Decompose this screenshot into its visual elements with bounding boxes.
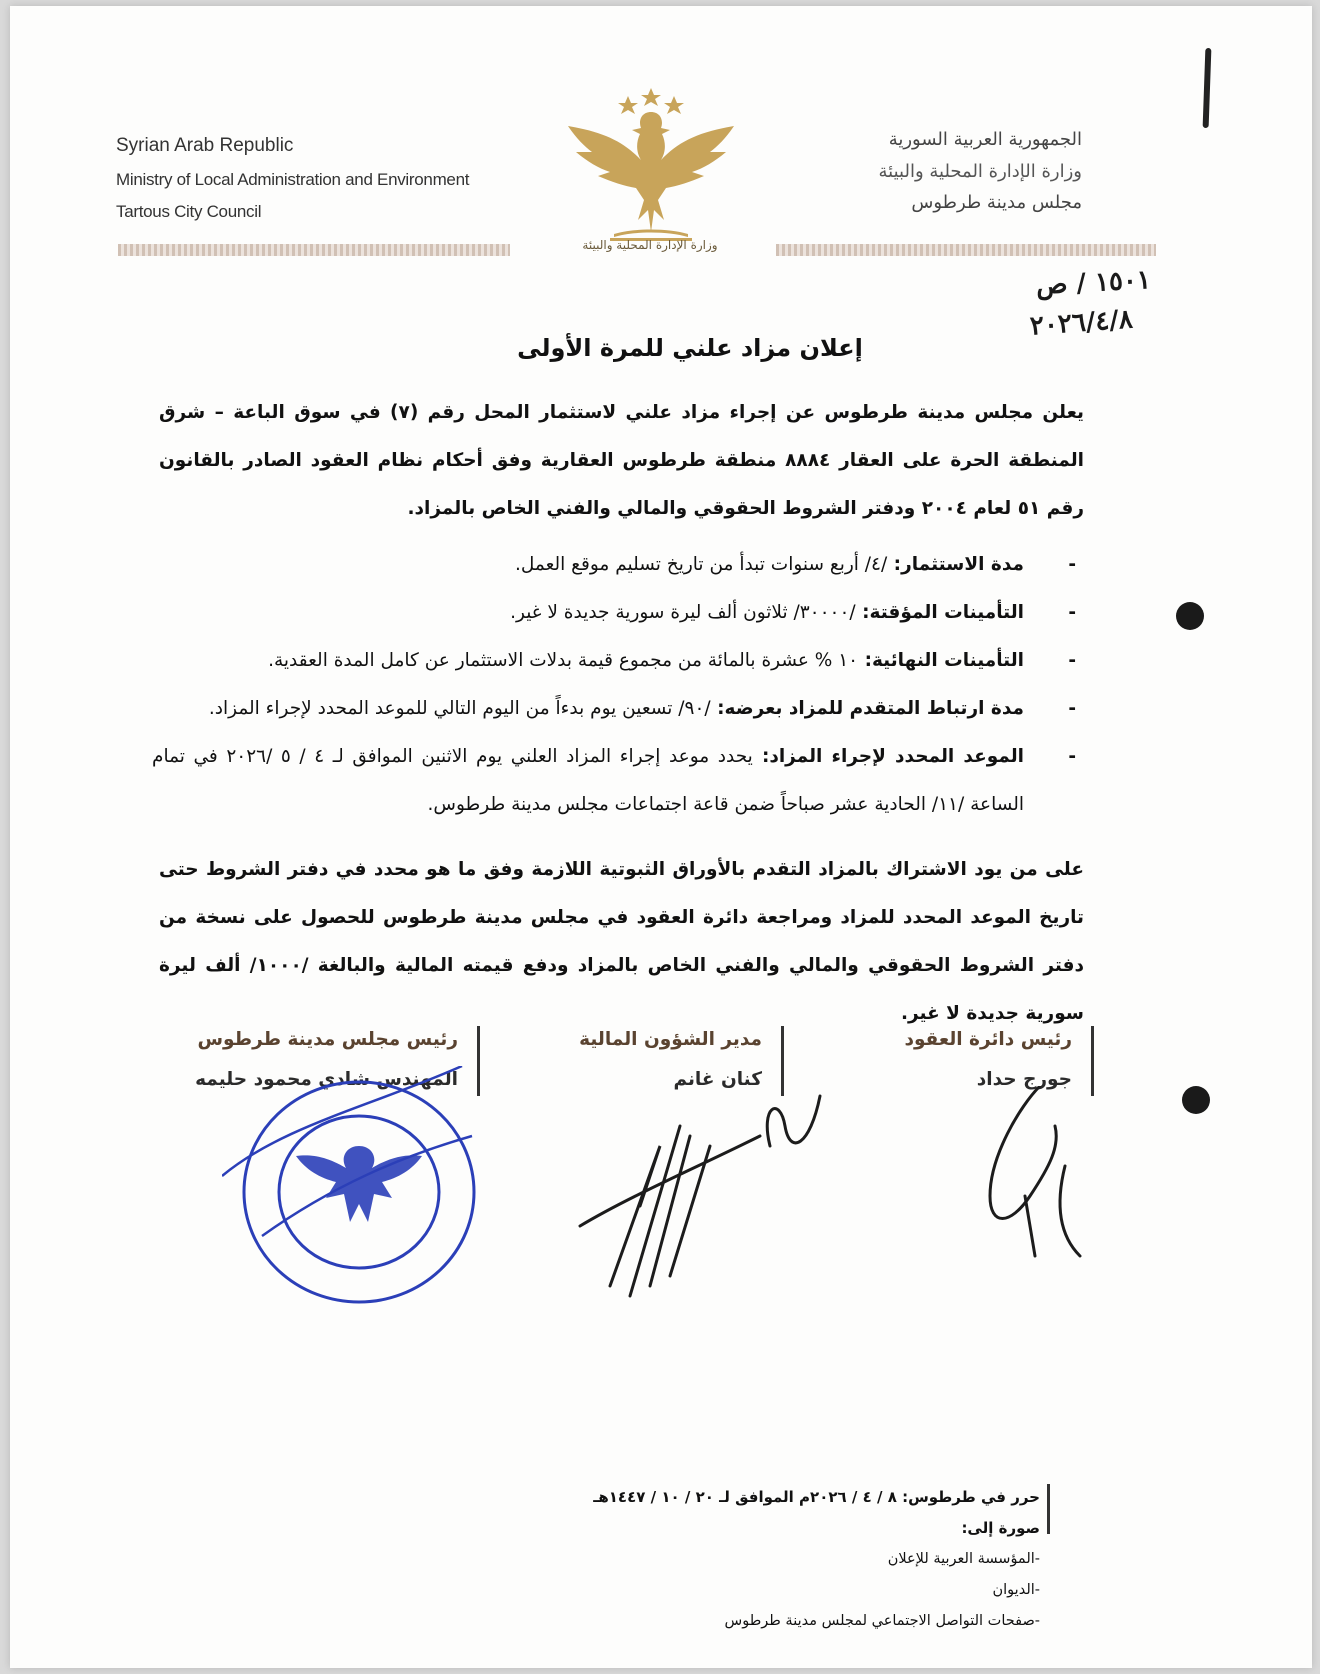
header-rule-left [118, 244, 510, 256]
announcement-title: إعلان مزاد علني للمرة الأولى [517, 334, 863, 362]
term-item [152, 541, 1082, 589]
copy-recipient: -المؤسسة العربية للإعلان [887, 1551, 1040, 1567]
signatory-role: مدير الشؤون المالية [579, 1029, 762, 1050]
term-value: يحدد موعد إجراء المزاد العلني يوم الاثنين الموافق لـ ٤ / ٥ /٢٠٢٦ في تمام الساعة /١١/ الحادية عشر صباحاً ضمن قاعة اجتماعات مجلس مدينة طرطوس. [152, 746, 1024, 815]
term-item [152, 733, 1082, 829]
header-country-ar: الجمهورية العربية السورية [888, 129, 1082, 150]
header-english [116, 128, 469, 229]
footer-divider [1047, 1484, 1050, 1534]
term-item [152, 685, 1082, 733]
official-stamp-icon [222, 1066, 492, 1316]
header-arabic [879, 124, 1082, 219]
term-value: ١٠ % عشرة بالمائة من مجموع قيمة بدلات الاستثمار عن كامل المدة العقدية. [268, 650, 859, 671]
copy-recipient: -الديوان [992, 1582, 1040, 1598]
term-label: مدة الاستثمار: [893, 554, 1024, 575]
binder-hole-icon [1182, 1086, 1210, 1114]
signature-contracts-icon [970, 1086, 1110, 1266]
participation-notice: على من يود الاشتراك بالمزاد التقدم بالأوراق الثبوتية اللازمة وفق ما هو محدد في دفتر الشروط حتى تاريخ الموعد المحدد للمزاد ومراجعة دائرة العقود في مجلس مدينة طرطوس للحصول على نسخة من دفتر الشروط الحقوقي والمالي والفني الخاص بالمزاد ودفع قيمته المالية والبالغة /١٠٠٠/ ألف ليرة سورية جديدة لا غير. [159, 859, 1085, 1024]
announcement-intro [159, 389, 1084, 533]
term-label: مدة ارتباط المتقدم للمزاد بعرضه: [717, 698, 1024, 719]
signatory-name: كنان غانم [673, 1069, 762, 1090]
signatory-role: رئيس دائرة العقود [904, 1029, 1072, 1050]
reference-number: ١٥٠١ / ص [1035, 265, 1152, 301]
term-item [152, 637, 1082, 685]
term-item [152, 589, 1082, 637]
handwritten-page-mark [1203, 48, 1212, 128]
term-value: /٤/ أربع سنوات تبدأ من تاريخ تسليم موقع العمل. [515, 554, 888, 575]
copy-to-label: صورة إلى: [961, 1519, 1040, 1537]
header-ministry-ar: وزارة الإدارة المحلية والبيئة [878, 160, 1082, 182]
signatory-name: المهندس شادي محمود حليمه [195, 1069, 458, 1090]
copy-recipient: -صفحات التواصل الاجتماعي لمجلس مدينة طرطوس [724, 1613, 1040, 1629]
intro-paragraph: يعلن مجلس مدينة طرطوس عن إجراء مزاد علني لاستثمار المحل رقم (٧) في سوق الباعة – شرق المنطقة الحرة على العقار ٨٨٨٤ منطقة طرطوس العقارية وفق أحكام نظام العقود الصادر بالقانون رقم ٥١ لعام ٢٠٠٤ ودفتر الشروط الحقوقي والمالي والفني الخاص بالمزاد. [159, 402, 1084, 519]
header-council-en: Tartous City Council [116, 202, 262, 222]
term-value: /٩٠/ تسعين يوم بدءاً من اليوم التالي للموعد المحدد لإجراء المزاد. [208, 698, 711, 719]
header-council-ar: مجلس مدينة طرطوس [911, 192, 1082, 213]
signature-finance-icon [570, 1086, 850, 1306]
header-ministry-en: Ministry of Local Administration and Environment [116, 170, 470, 190]
term-label: التأمينات النهائية: [864, 650, 1024, 671]
document-page [10, 6, 1312, 1668]
term-label: التأمينات المؤقتة: [862, 602, 1024, 623]
header-country-en: Syrian Arab Republic [116, 135, 294, 156]
term-label: الموعد المحدد لإجراء المزاد: [761, 746, 1024, 767]
emblem-caption: وزارة الإدارة المحلية والبيئة [582, 238, 718, 252]
document-footer [593, 1482, 1040, 1637]
signatory-role: رئيس مجلس مدينة طرطوس [197, 1029, 458, 1050]
reference-date: ٢٠٢٦/٤/٨ [1029, 304, 1134, 342]
term-value: /٣٠٠٠٠/ ثلاثون ألف ليرة سورية جديدة لا غير. [510, 602, 856, 623]
issue-date: حرر في طرطوس: ٨ / ٤ / ٢٠٢٦م الموافق لـ ٢٠ / ١٠ / ١٤٤٧هـ [593, 1488, 1040, 1506]
signatory-name: جورج حداد [976, 1069, 1072, 1090]
header-rule-right [776, 244, 1156, 256]
binder-hole-icon [1176, 602, 1204, 630]
terms-list [152, 541, 1082, 829]
